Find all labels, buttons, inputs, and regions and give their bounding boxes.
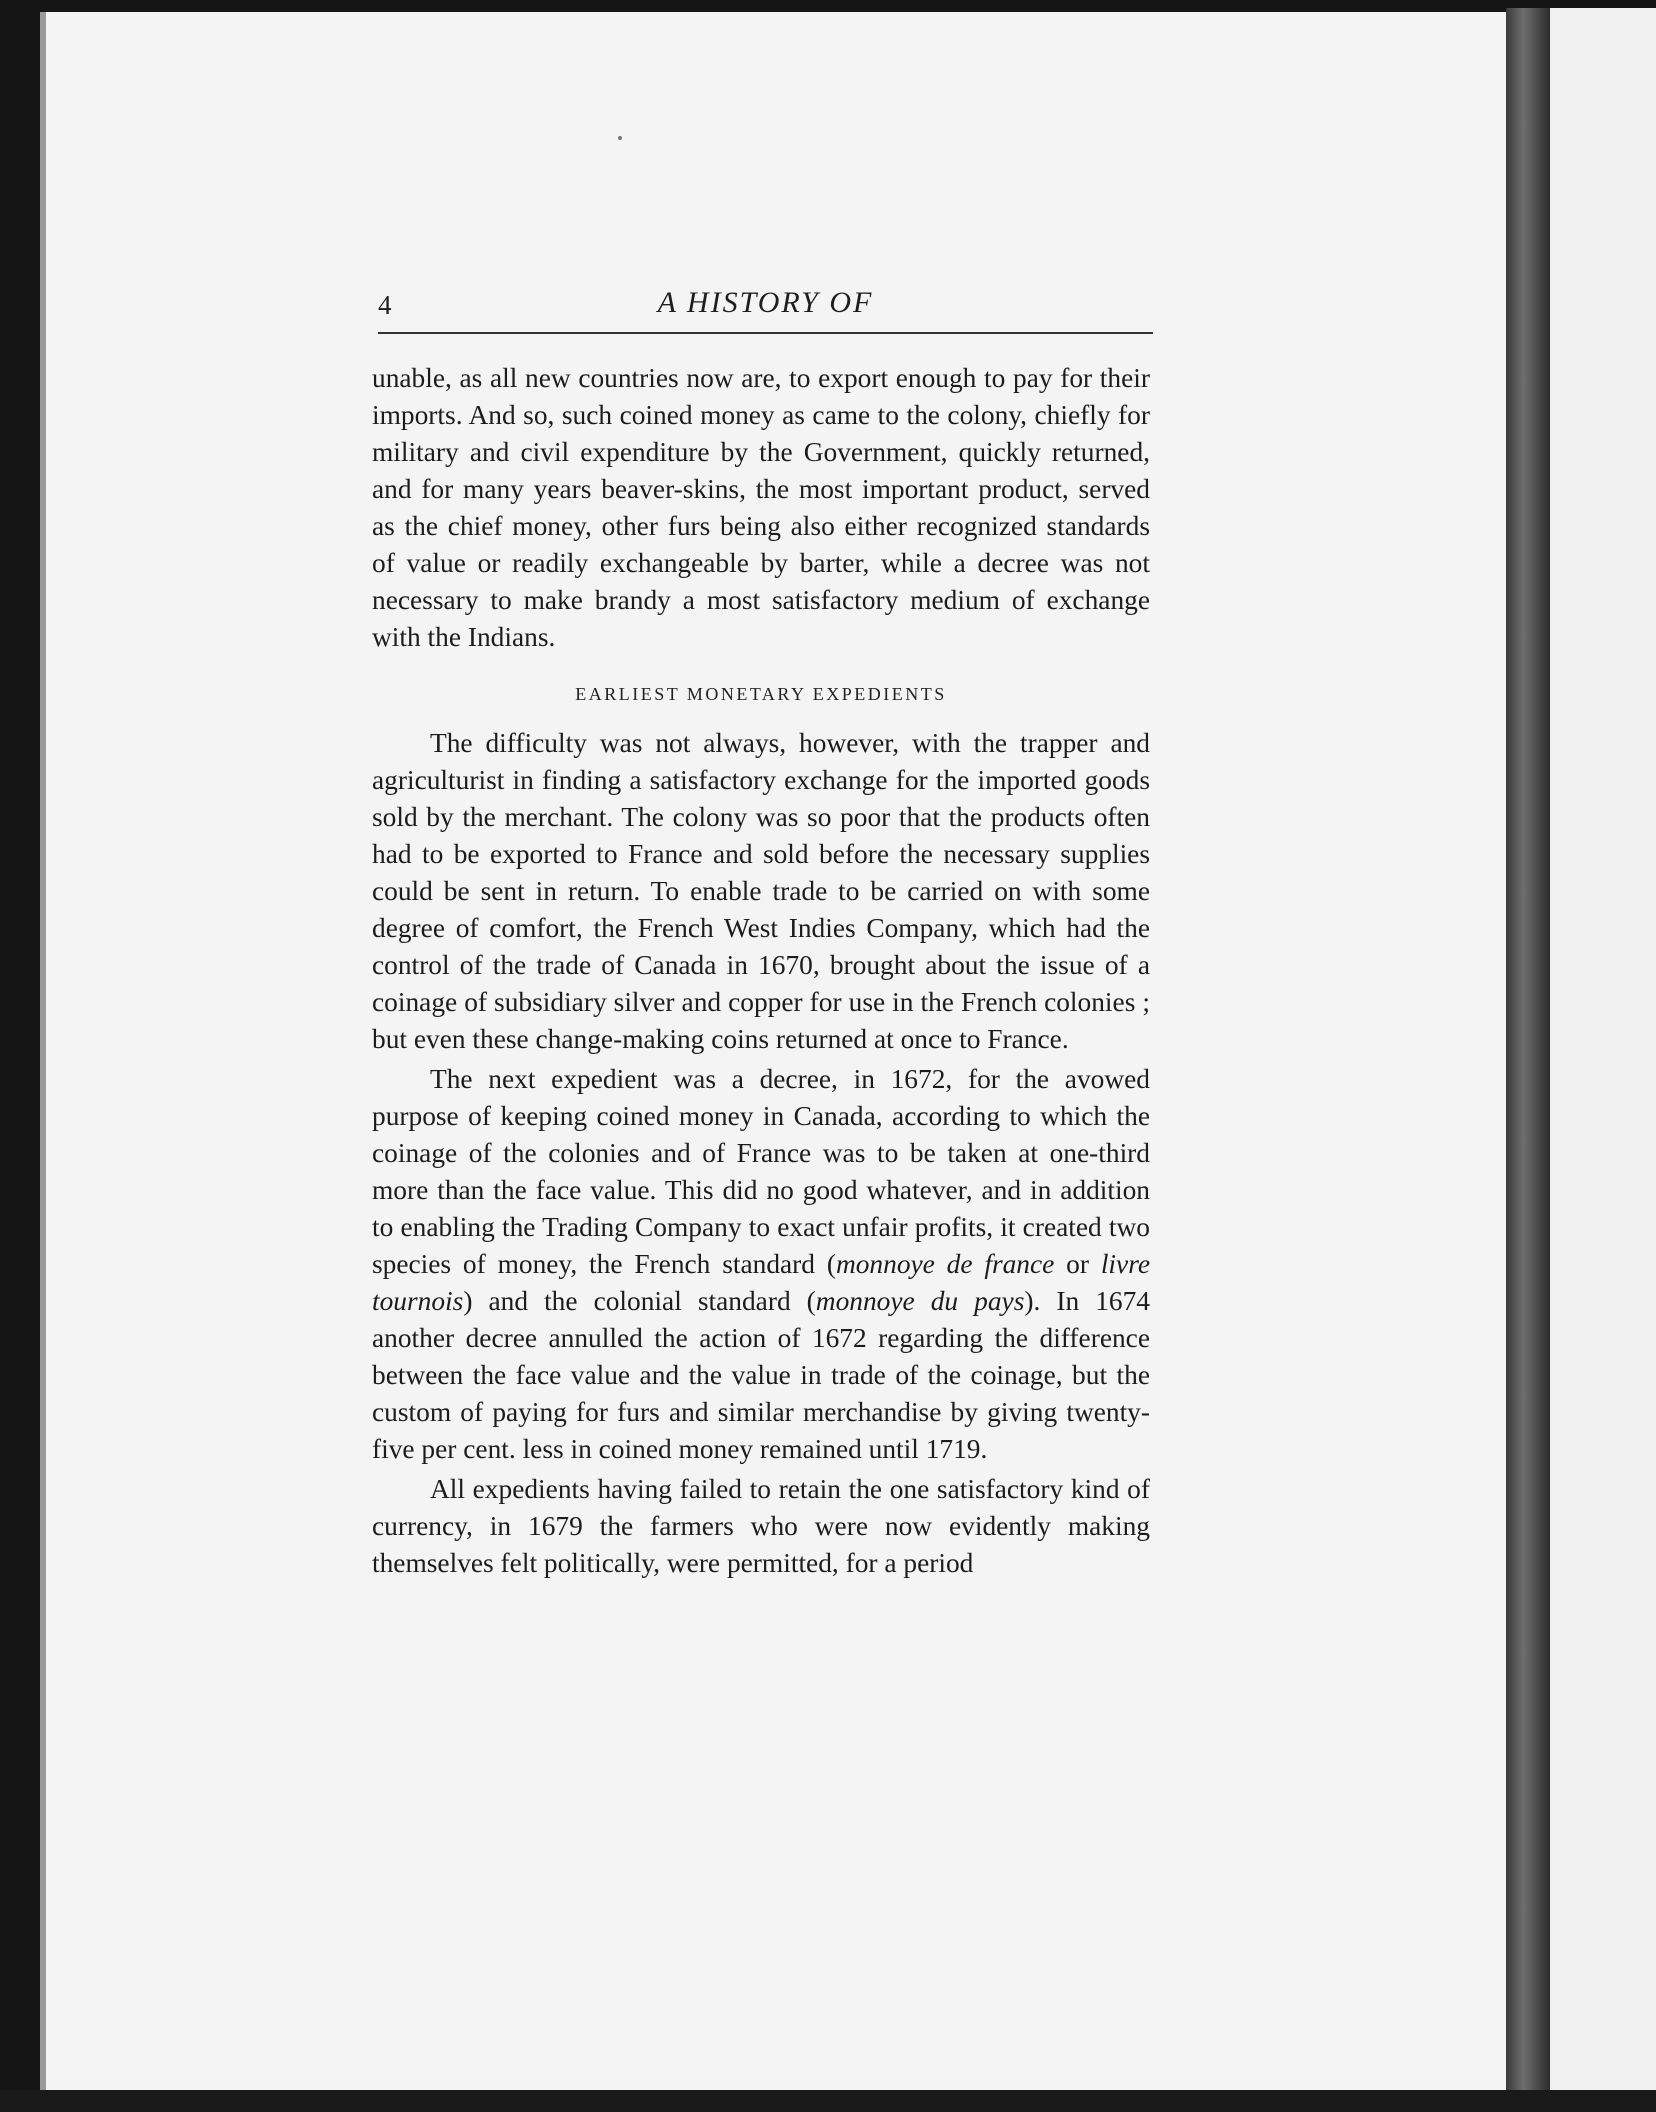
paragraph-3-text: or <box>1054 1249 1101 1279</box>
book-spine-edge <box>1506 8 1550 2098</box>
paragraph-1: unable, as all new countries now are, to export enough to pay for their imports. And so, such coined money as came to the colony, chiefly for military and civil expenditure by the Government, quickly returned, and for many years beaver-skins, the most important product, served as the chief money, other furs being also either recognized standards of value or readily exchangeable by barter, while a decree was not necessary to make brandy a most satisfactory medium of exchange with the Indians. <box>372 363 1150 652</box>
scanner-border <box>0 2090 1656 2112</box>
running-header <box>378 286 1153 334</box>
body-text <box>372 360 1150 1582</box>
french-term-monnoye-de-france: monnoye de france <box>835 1249 1055 1279</box>
page-number: 4 <box>378 290 392 320</box>
paragraph-3 <box>372 1061 1150 1468</box>
running-title: A HISTORY OF <box>657 286 874 319</box>
paragraph-4: All expedients having failed to retain the one satisfactory kind of currency, in 1679 the farmers who were now evidently making themselves felt politically, were permitted, for a period <box>372 1474 1150 1578</box>
french-term-livre-tournois: livre tournois <box>372 1249 1150 1316</box>
paragraph-2: The difficulty was not always, however, with the trapper and agriculturist in finding a satisfactory exchange for the imported goods sold by the merchant. The colony was so poor that the products often had to be exported to France and sold before the necessary supplies could be sent in return. To enable trade to be carried on with some degree of comfort, the French West Indies Company, which had the control of the trade of Canada in 1670, brought about the issue of a coinage of subsidiary silver and copper for use in the French colonies ; but even these change-making coins returned at once to France. <box>372 728 1150 1054</box>
section-heading: EARLIEST MONETARY EXPEDIENTS <box>575 684 947 704</box>
paragraph-3-text: ) and the colonial standard ( <box>463 1286 816 1316</box>
adjacent-page <box>1550 8 1656 2098</box>
french-term-monnoye-du-pays: monnoye du pays <box>815 1286 1025 1316</box>
ink-speck <box>618 136 622 140</box>
paragraph-3-text: ). In 1674 another decree annulled the action of 1672 regarding the difference between the face value and the value in trade of the coinage, but the custom of paying for furs and similar merchandise by giving twenty-five per cent. less in coined money remained until 1719. <box>372 1286 1151 1464</box>
paragraph-3-text: The next expedient was a decree, in 1672, for the avowed purpose of keeping coined money in Canada, according to which the coinage of the colonies and of France was to be taken at one-third more than the face value. This did no good whatever, and in addition to enabling the Trading Company to exact unfair profits, it created two species of money, the French standard ( <box>372 1064 1150 1279</box>
